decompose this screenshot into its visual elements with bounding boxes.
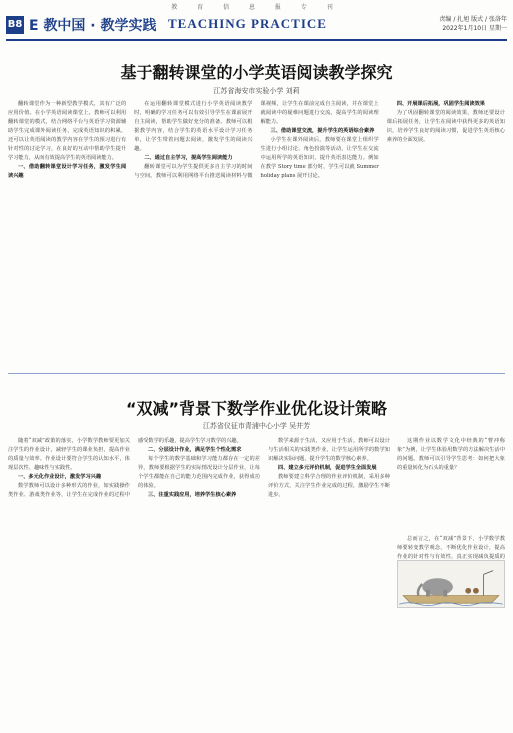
article2-body (8, 437, 390, 729)
top-strip (0, 0, 513, 11)
article2-byline: 江苏省仪征市青浦中心小学 吴井芳 (202, 422, 311, 430)
article2-paragraph: 随着“双减”政策的落实，小学数学教师要更加关注学生的作业设计，减轻学生的课业负担，提高作业的质量与效率。作业设计要符合学生的认知水平，体现层次性、趣味性与实践性。 (8, 438, 130, 471)
article2-paragraph: 数学教师可以设计多种形式的作业，如实践操作类作业、游戏类作业等，让学生在完成作业的过程中感受数学的乐趣，提高学生学习数学的兴趣。 (8, 438, 242, 498)
article1-subheading: 四、开展课后拓展，巩固学生阅读效果 (396, 101, 485, 107)
article1-body (8, 100, 505, 368)
article1-title: 基于翻转课堂的小学英语阅读教学探究 (120, 63, 393, 82)
page-number: B8 (6, 16, 24, 34)
article2-paragraph: 数学来源于生活，又应用于生活。教师可以设计与生活相关的实践类作业，让学生运用所学的数学知识解决实际问题，提升学生的数学核心素养。 (268, 438, 390, 462)
masthead (0, 11, 513, 39)
article1-paragraph: 翻转课堂可以为学生提供更多自主学习的时间与空间。教师可以利用网络平台推送阅读材料与微课视频，让学生在课前完成自主阅读，并在课堂上就阅读中的疑难问题进行交流，提高学生的阅读理解能力。 (134, 101, 379, 179)
column-english-title: TEACHING PRACTICE (168, 16, 327, 31)
article1-paragraph: 为了巩固翻转课堂的阅读效果，教师还要设计课后拓展任务，让学生在阅读中获得更多的英语知识，培养学生良好的阅读习惯，促进学生英语核心素养的全面发展。 (386, 110, 505, 143)
article-divider (8, 373, 505, 374)
article2-subheading: 四、建立多元评价机制，促进学生全面发展 (278, 465, 377, 471)
article1-paragraph: 在运用翻转课堂模式进行小学英语阅读教学时，明确的学习任务可以有效引导学生在课前展开自主阅读，帮助学生做好充分的准备。教师可以根据教学内容，结合学生的英语水平设计学习任务单，让学生带着问题去阅读，激发学生的阅读兴趣。 (134, 101, 253, 152)
article2-subheading: 一、多元化作业设计，激发学习兴趣 (18, 474, 102, 480)
article1-subheading: 一、借助翻转课堂设计学习任务，激发学生阅读兴趣 (8, 164, 127, 179)
column-logo: E 教中国 · 教学实践 (29, 18, 157, 34)
article1-paragraph: 翻转课堂作为一种新型教学模式，其有广泛的应用价值。在小学英语阅读课堂上，教师可以利用翻转课堂的模式，结合网络平台与英语学习资源辅助学生完成课外阅读任务，完成英语知识的积累，还可以让英语阅读的教学内容在学生的预习进行有针对性的讨论学习，在良好的互动中帮助学生提升学习能力，从而有效提高学生的英语阅读能力。 (8, 101, 127, 161)
header-rule (6, 39, 507, 41)
elephant-weighing-figure (397, 560, 505, 608)
article1-subheading: 二、通过自主学习，提高学生阅读能力 (144, 155, 233, 161)
article2-paragraph: 每个学生的数学基础和学习能力都存在一定的差异，教师要根据学生的实际情况设计分层作业，让每个学生都能在自己的能力范围内完成作业，获得成功的体验。 (138, 456, 260, 489)
editor-credit: 责编 / 扎旭 版式 / 张洛年 (439, 16, 507, 23)
figure-spacer (397, 473, 505, 535)
sidebar-paragraph: 总而言之，在“双减”背景下，小学数学教师要转变教学观念，不断优化作业设计，提高作业的针对性与有效性，真正实现减负提质的目标，促进学生的全面发展。 (397, 536, 505, 569)
newspaper-slogan: 教 育 信 息 报 专 刊 (171, 4, 342, 11)
issue-meta (439, 15, 507, 33)
article1-subheading: 三、借助课堂交流，提升学生的英语综合素养 (270, 128, 375, 134)
article1-paragraph: 小学生在课外阅读后，教师要在课堂上组织学生进行小组讨论、角色扮演等活动，让学生在交流中运用所学的英语知识，提升英语表达能力。例如在教学 Story time 部分时，学生可以就 Summer holiday plans 展开讨论。 (260, 137, 379, 179)
article2-title: “双减”背景下数学作业优化设计策略 (125, 399, 388, 418)
article2-subheading: 三、注重实践应用，培养学生核心素养 (148, 492, 237, 498)
article2-subheading: 二、分层设计作业，满足学生个性化需求 (148, 447, 242, 453)
issue-date: 2022年1月10日 星期一 (442, 25, 507, 32)
sidebar-paragraph: 这期作业以数学文化中经典的“曹冲称象”为例，让学生体验用数学的方法解决生活中的问题。教师可以引导学生思考：如何把大象的重量转化为石头的重量？ (397, 438, 505, 471)
article2-paragraph: 教师要建立科学合理的作业评价机制，采用多种评价方式，关注学生作业完成的过程，激励学生不断进步。 (268, 474, 390, 498)
article1-byline: 江苏省海安市实验小学 刘莉 (213, 87, 300, 95)
